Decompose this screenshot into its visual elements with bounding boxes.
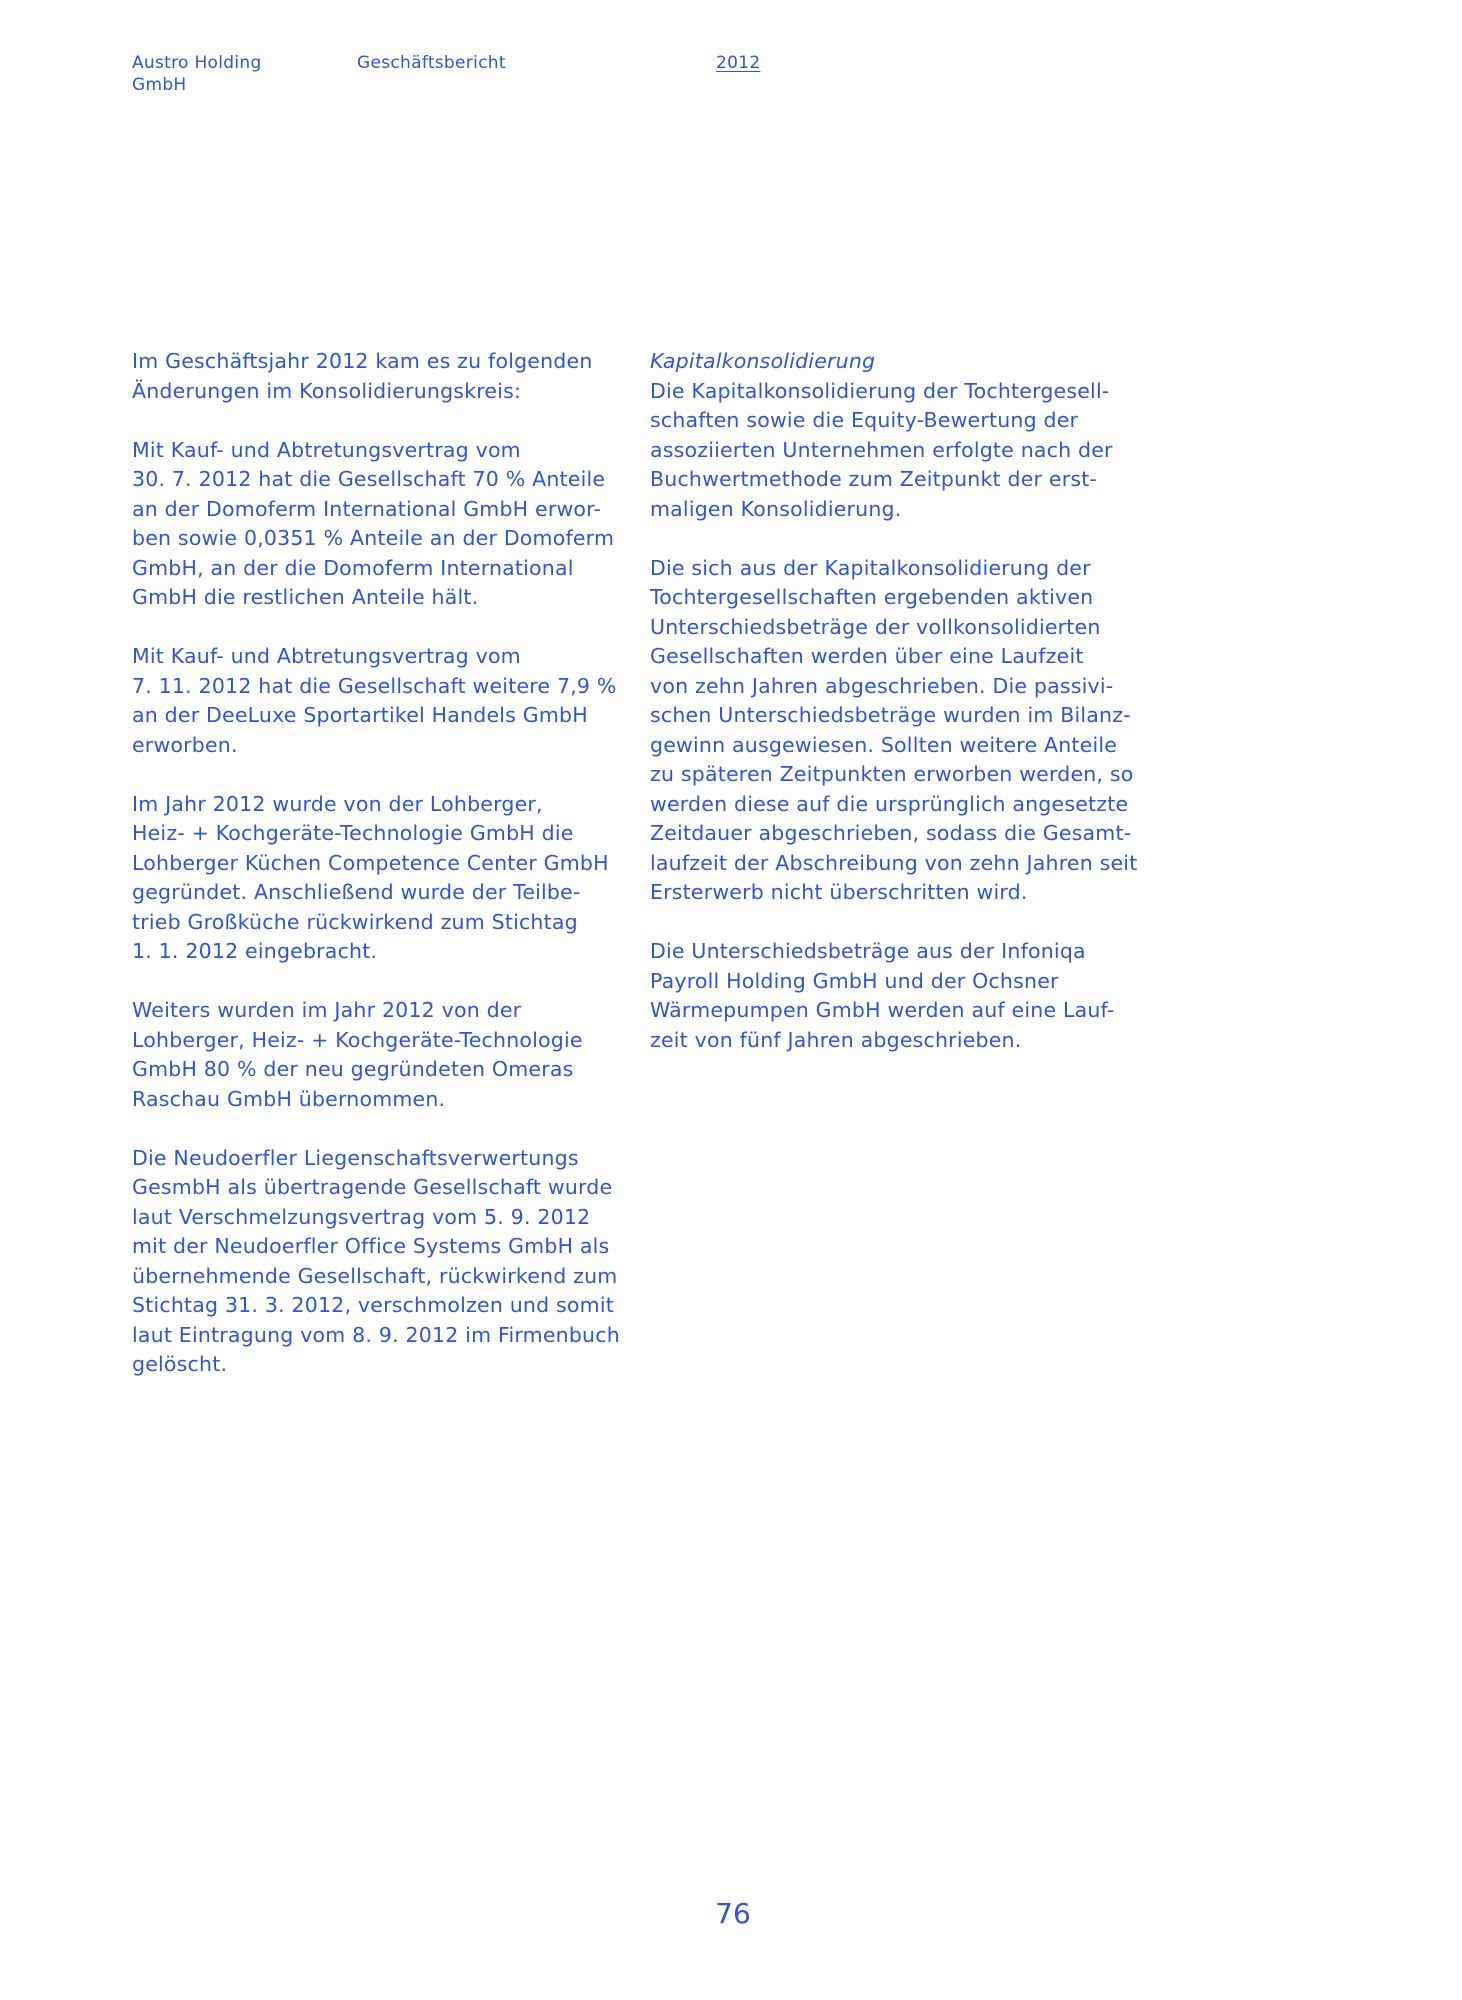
paragraph-omeras xyxy=(132,996,624,1114)
text-line: Im Geschäftsjahr 2012 kam es zu folgenden xyxy=(132,349,593,373)
text-line: 30. 7. 2012 hat die Gesellschaft 70 % Anteile xyxy=(132,467,606,491)
text-line: ben sowie 0,0351 % Anteile an der Domoferm xyxy=(132,526,615,550)
text-line: Gesellschaften werden über eine Laufzeit xyxy=(650,644,1084,668)
text-line: GmbH, an der die Domoferm International xyxy=(132,555,574,580)
text-line: Heiz- + Kochgeräte-Technologie GmbH die xyxy=(132,821,574,845)
text-line: laufzeit der Abschreibung von zehn Jahren seit xyxy=(650,850,1138,875)
text-line: erworben. xyxy=(132,732,238,757)
right-column xyxy=(650,347,1150,1085)
text-line: laut Verschmelzungsvertrag vom 5. 9. 2012 xyxy=(132,1204,591,1229)
text-line: Die Unterschiedsbeträge aus der Infoniqa xyxy=(650,939,1086,963)
text-line: Im Jahr 2012 wurde von der Lohberger, xyxy=(132,791,543,816)
paragraph-lohberger-kuechen xyxy=(132,790,624,967)
text-line: Die Kapitalkonsolidierung der Tochtergesell- xyxy=(650,378,1110,403)
paragraph-neudoerfler xyxy=(132,1144,624,1380)
paragraph-infoniqa-ochsner xyxy=(650,937,1150,1055)
text-line: gelöscht. xyxy=(132,1352,228,1376)
report-title: Geschäftsbericht xyxy=(357,53,506,73)
text-line: assoziierten Unternehmen erfolgte nach der xyxy=(650,437,1113,462)
text-line: Die sich aus der Kapitalkonsolidierung der xyxy=(650,555,1091,580)
text-line: schen Unterschiedsbeträge wurden im Bilanz- xyxy=(650,703,1131,727)
text-line: Raschau GmbH übernommen. xyxy=(132,1086,446,1111)
left-column xyxy=(132,347,624,1409)
page-number-text: 76 xyxy=(715,1897,751,1930)
text-line: Unterschiedsbeträge der vollkonsolidierten xyxy=(650,614,1101,639)
text-line: trieb Großküche rückwirkend zum Stichtag xyxy=(132,909,578,934)
text-line: GesmbH als übertragende Gesellschaft wurde xyxy=(132,1175,613,1199)
paragraph-domoferm xyxy=(132,436,624,613)
text-line: Tochtergesellschaften ergebenden aktiven xyxy=(650,585,1094,609)
text-line: Ersterwerb nicht überschritten wird. xyxy=(650,880,1028,904)
text-line: gewinn ausgewiesen. Sollten weitere Anteile xyxy=(650,732,1118,757)
text-line: Buchwertmethode zum Zeitpunkt der erst- xyxy=(650,467,1098,491)
text-line: übernehmende Gesellschaft, rückwirkend zum xyxy=(132,1263,618,1288)
text-line: Änderungen im Konsolidierungskreis: xyxy=(132,378,522,403)
text-line: zeit von fünf Jahren abgeschrieben. xyxy=(650,1027,1022,1052)
text-line: Wärmepumpen GmbH werden auf eine Lauf- xyxy=(650,998,1115,1022)
text-line: gegründet. Anschließend wurde der Teilbe- xyxy=(132,880,581,904)
text-line: werden diese auf die ursprünglich angesetzte xyxy=(650,791,1129,816)
page-number xyxy=(0,1897,1462,1931)
text-line: schaften sowie die Equity-Bewertung der xyxy=(650,408,1079,432)
paragraph-kapitalkonsolidierung xyxy=(650,377,1150,525)
report-year: 2012 xyxy=(716,53,761,73)
text-line: Stichtag 31. 3. 2012, verschmolzen und somit xyxy=(132,1293,614,1317)
text-line: an der DeeLuxe Sportartikel Handels GmbH xyxy=(132,703,588,727)
text-line: Die Neudoerfler Liegenschaftsverwertungs xyxy=(132,1145,579,1170)
text-line: zu späteren Zeitpunkten erworben werden, so xyxy=(650,762,1134,786)
text-line: Lohberger, Heiz- + Kochgeräte-Technologie xyxy=(132,1027,583,1052)
text-line: Payroll Holding GmbH und der Ochsner xyxy=(650,968,1059,993)
text-line: mit der Neudoerfler Office Systems GmbH als xyxy=(132,1234,610,1258)
text-line: Lohberger Küchen Competence Center GmbH xyxy=(132,850,609,875)
paragraph-deeluxe xyxy=(132,642,624,760)
company-name: Austro Holding GmbH xyxy=(132,53,262,95)
text-line: laut Eintragung vom 8. 9. 2012 im Firmenbuch xyxy=(132,1322,620,1347)
section-heading: Kapitalkonsolidierung xyxy=(650,349,876,373)
text-line: Mit Kauf- und Abtretungsvertrag vom xyxy=(132,644,521,668)
text-line: Mit Kauf- und Abtretungsvertrag vom xyxy=(132,437,521,462)
text-line: von zehn Jahren abgeschrieben. Die passivi- xyxy=(650,673,1114,698)
text-line: Weiters wurden im Jahr 2012 von der xyxy=(132,998,522,1022)
text-line: GmbH 80 % der neu gegründeten Omeras xyxy=(132,1057,574,1081)
text-line: 7. 11. 2012 hat die Gesellschaft weitere 7,9 % xyxy=(132,673,617,698)
paragraph-consolidation-changes xyxy=(132,347,624,406)
text-line: Zeitdauer abgeschrieben, sodass die Gesamt- xyxy=(650,821,1132,845)
text-line: an der Domoferm International GmbH erwor- xyxy=(132,496,602,521)
text-line: maligen Konsolidierung. xyxy=(650,496,902,521)
text-line: GmbH die restlichen Anteile hält. xyxy=(132,585,479,609)
text-line: 1. 1. 2012 eingebracht. xyxy=(132,939,378,963)
paragraph-unterschiedsbetraege xyxy=(650,554,1150,908)
